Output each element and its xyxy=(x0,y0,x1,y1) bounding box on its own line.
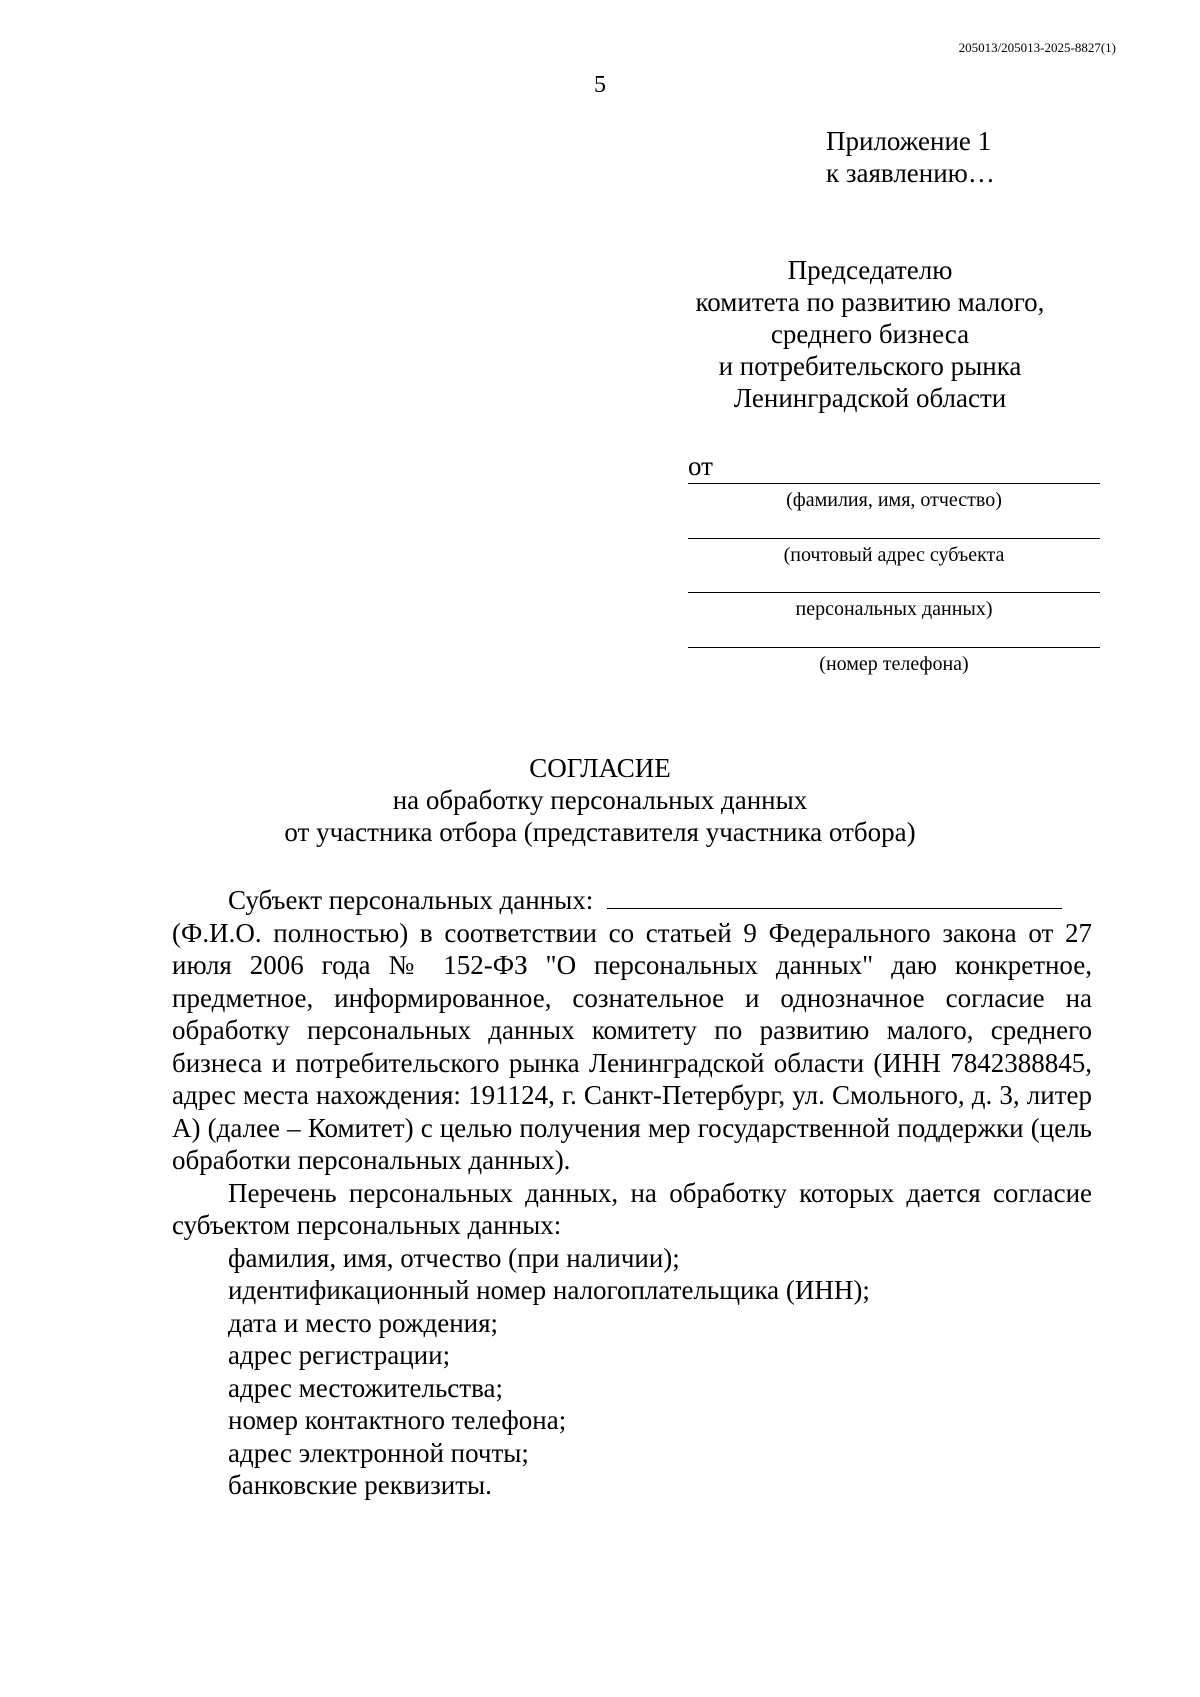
addressee-line: Председателю xyxy=(787,255,953,285)
name-caption: (фамилия, имя, отчество) xyxy=(786,489,1002,511)
list-item: банковские реквизиты. xyxy=(228,1470,492,1500)
document-id: 205013/205013-2025-8827(1) xyxy=(958,40,1116,55)
list-item: идентификационный номер налогоплательщика (ИНН); xyxy=(228,1275,870,1305)
title-main: СОГЛАСИЕ xyxy=(529,753,671,783)
title-sub: от участника отбора (представителя участника отбора) xyxy=(284,817,916,847)
from-label: от xyxy=(688,451,713,481)
list-item: адрес электронной почты; xyxy=(228,1437,529,1468)
subject-line-row xyxy=(172,884,1092,917)
addressee-line: среднего бизнеса xyxy=(770,319,970,349)
addressee-line: и потребительского рынка xyxy=(718,351,1022,381)
list-item: адрес регистрации; xyxy=(228,1340,451,1370)
document-title xyxy=(0,752,1200,848)
list-item: адрес местожительства; xyxy=(228,1372,503,1403)
address-fill-line-2 xyxy=(688,592,1100,593)
data-list-intro: Перечень персональных данных, на обработку которых дается согласие субъектом персональных данных: xyxy=(172,1177,1092,1240)
phone-caption: (номер телефона) xyxy=(819,653,969,675)
appendix-line: к заявлению… xyxy=(826,158,995,188)
phone-fill-line xyxy=(688,647,1100,648)
list-item: номер контактного телефона; xyxy=(228,1405,567,1435)
title-sub: на обработку персональных данных xyxy=(392,785,808,815)
name-fill-line xyxy=(688,483,1100,484)
addressee-line: Ленинградской области xyxy=(733,383,1007,413)
list-item: фамилия, имя, отчество (при наличии); xyxy=(228,1242,680,1273)
personal-data-list xyxy=(172,1242,1092,1502)
addressee-block xyxy=(640,254,1100,414)
addressee-line: комитета по развитию малого, xyxy=(695,287,1045,317)
address-caption: (почтовый адрес субъекта xyxy=(783,544,1005,566)
list-item: дата и место рождения; xyxy=(228,1307,499,1338)
appendix-line: Приложение 1 xyxy=(826,126,992,156)
appendix-note xyxy=(826,125,995,189)
consent-paragraph: (Ф.И.О. полностью) в соответствии со статьей 9 Федерального закона от 27 июля 2006 года № 152-ФЗ "О персональных данных" даю конкретное, предметное, информированное, сознательное и однозначное согласие на обработку персональных данных комитету по развитию малого, среднего бизнеса и потребительского рынка Ленинградской области (ИНН 7842388845, адрес места нахождения: 191124, г. Санкт-Петербург, ул. Смольного, д. 3, литер А) (далее – Комитет) с целью получения мер государственной поддержки (цель обработки персональных данных). xyxy=(172,917,1092,1175)
subject-fill-line xyxy=(607,886,1062,909)
address-caption-2: персональных данных) xyxy=(795,598,993,620)
subject-label: Субъект персональных данных: xyxy=(228,885,594,915)
document-body xyxy=(172,884,1092,1502)
address-fill-line xyxy=(688,538,1100,539)
page-number: 5 xyxy=(594,72,606,98)
